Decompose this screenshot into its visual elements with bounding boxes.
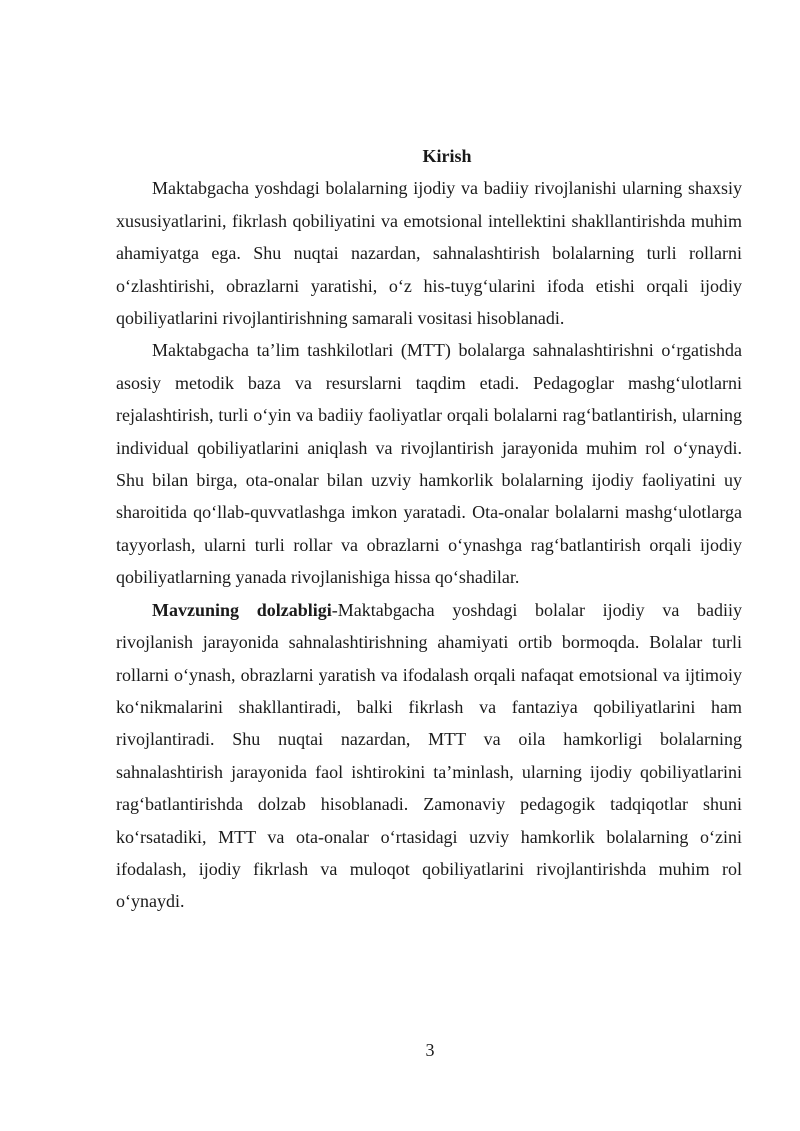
page-number: 3 [425, 1040, 435, 1060]
paragraph-lead-bold: Mavzuning dolzabligi [152, 599, 332, 620]
paragraph-intro [116, 172, 742, 334]
paragraph-text: Maktabgacha yoshdagi bolalarning ijodiy va badiiy rivojlanishi ularning shaxsiy xususiyatlarini, fikrlash qobiliyatini va emotsional intellektini shakllantirishda muhim ahamiyatga ega. Shu nuqtai nazardan, sahnalashtirish bolalarning turli rollarni o‘zlashtirishi, obrazlarni yaratishi, o‘z his-tuyg‘ularini ifoda etishi orqali ijodiy qobiliyatlarini rivojlantirishning samarali vositasi hisoblanadi. [116, 178, 742, 329]
paragraph-text: -Maktabgacha yoshdagi bolalar ijodiy va badiiy rivojlanish jarayonida sahnalashtirishning ahamiyati ortib bormoqda. Bolalar turli rollarni o‘ynash, obrazlarni yaratish va ifodalash orqali nafaqat emotsional va ijtimoiy ko‘nikmalarini shakllantiradi, balki fikrlash va fantaziya qobiliyatlarini ham rivojlantiradi. Shu nuqtai nazardan, MTT va oila hamkorligi bolalarning sahnalashtirish jarayonida faol ishtirokini ta’minlash, ularning ijodiy qobiliyatlarini rag‘batlantirishda dolzab hisoblanadi. Zamonaviy pedagogik tadqiqotlar shuni ko‘rsatadiki, MTT va ota-onalar o‘rtasidagi uzviy hamkorlik bolalarning o‘zini ifodalash, ijodiy fikrlash va muloqot qobiliyatlarini rivojlantirishda muhim rol o‘ynaydi. [116, 599, 743, 912]
document-page [116, 140, 742, 918]
paragraph-relevance [116, 594, 742, 918]
paragraph-text: Maktabgacha ta’lim tashkilotlari (MTT) bolalarga sahnalashtirishni o‘rgatishda asosiy metodik baza va resurslarni taqdim etadi. Pedagoglar mashg‘ulotlarni rejalashtirish, turli o‘yin va badiiy faoliyatlar orqali bolalarni rag‘batlantirish, ularning individual qobiliyatlarini aniqlash va rivojlantirish jarayonida muhim rol o‘ynaydi. Shu bilan birga, ota-onalar bilan uzviy hamkorlik bolalarning ijodiy faoliyatini uy sharoitida qo‘llab-quvvatlashga imkon yaratadi. Ota-onalar bolalarni mashg‘ulotlarga tayyorlash, ularni turli rollar va obrazlarni o‘ynashga rag‘batlantirish orqali ijodiy qobiliyatlarning yanada rivojlanishiga hissa qo‘shadilar. [116, 340, 742, 588]
section-title: Kirish [422, 146, 472, 166]
paragraph-mtt [116, 334, 742, 593]
